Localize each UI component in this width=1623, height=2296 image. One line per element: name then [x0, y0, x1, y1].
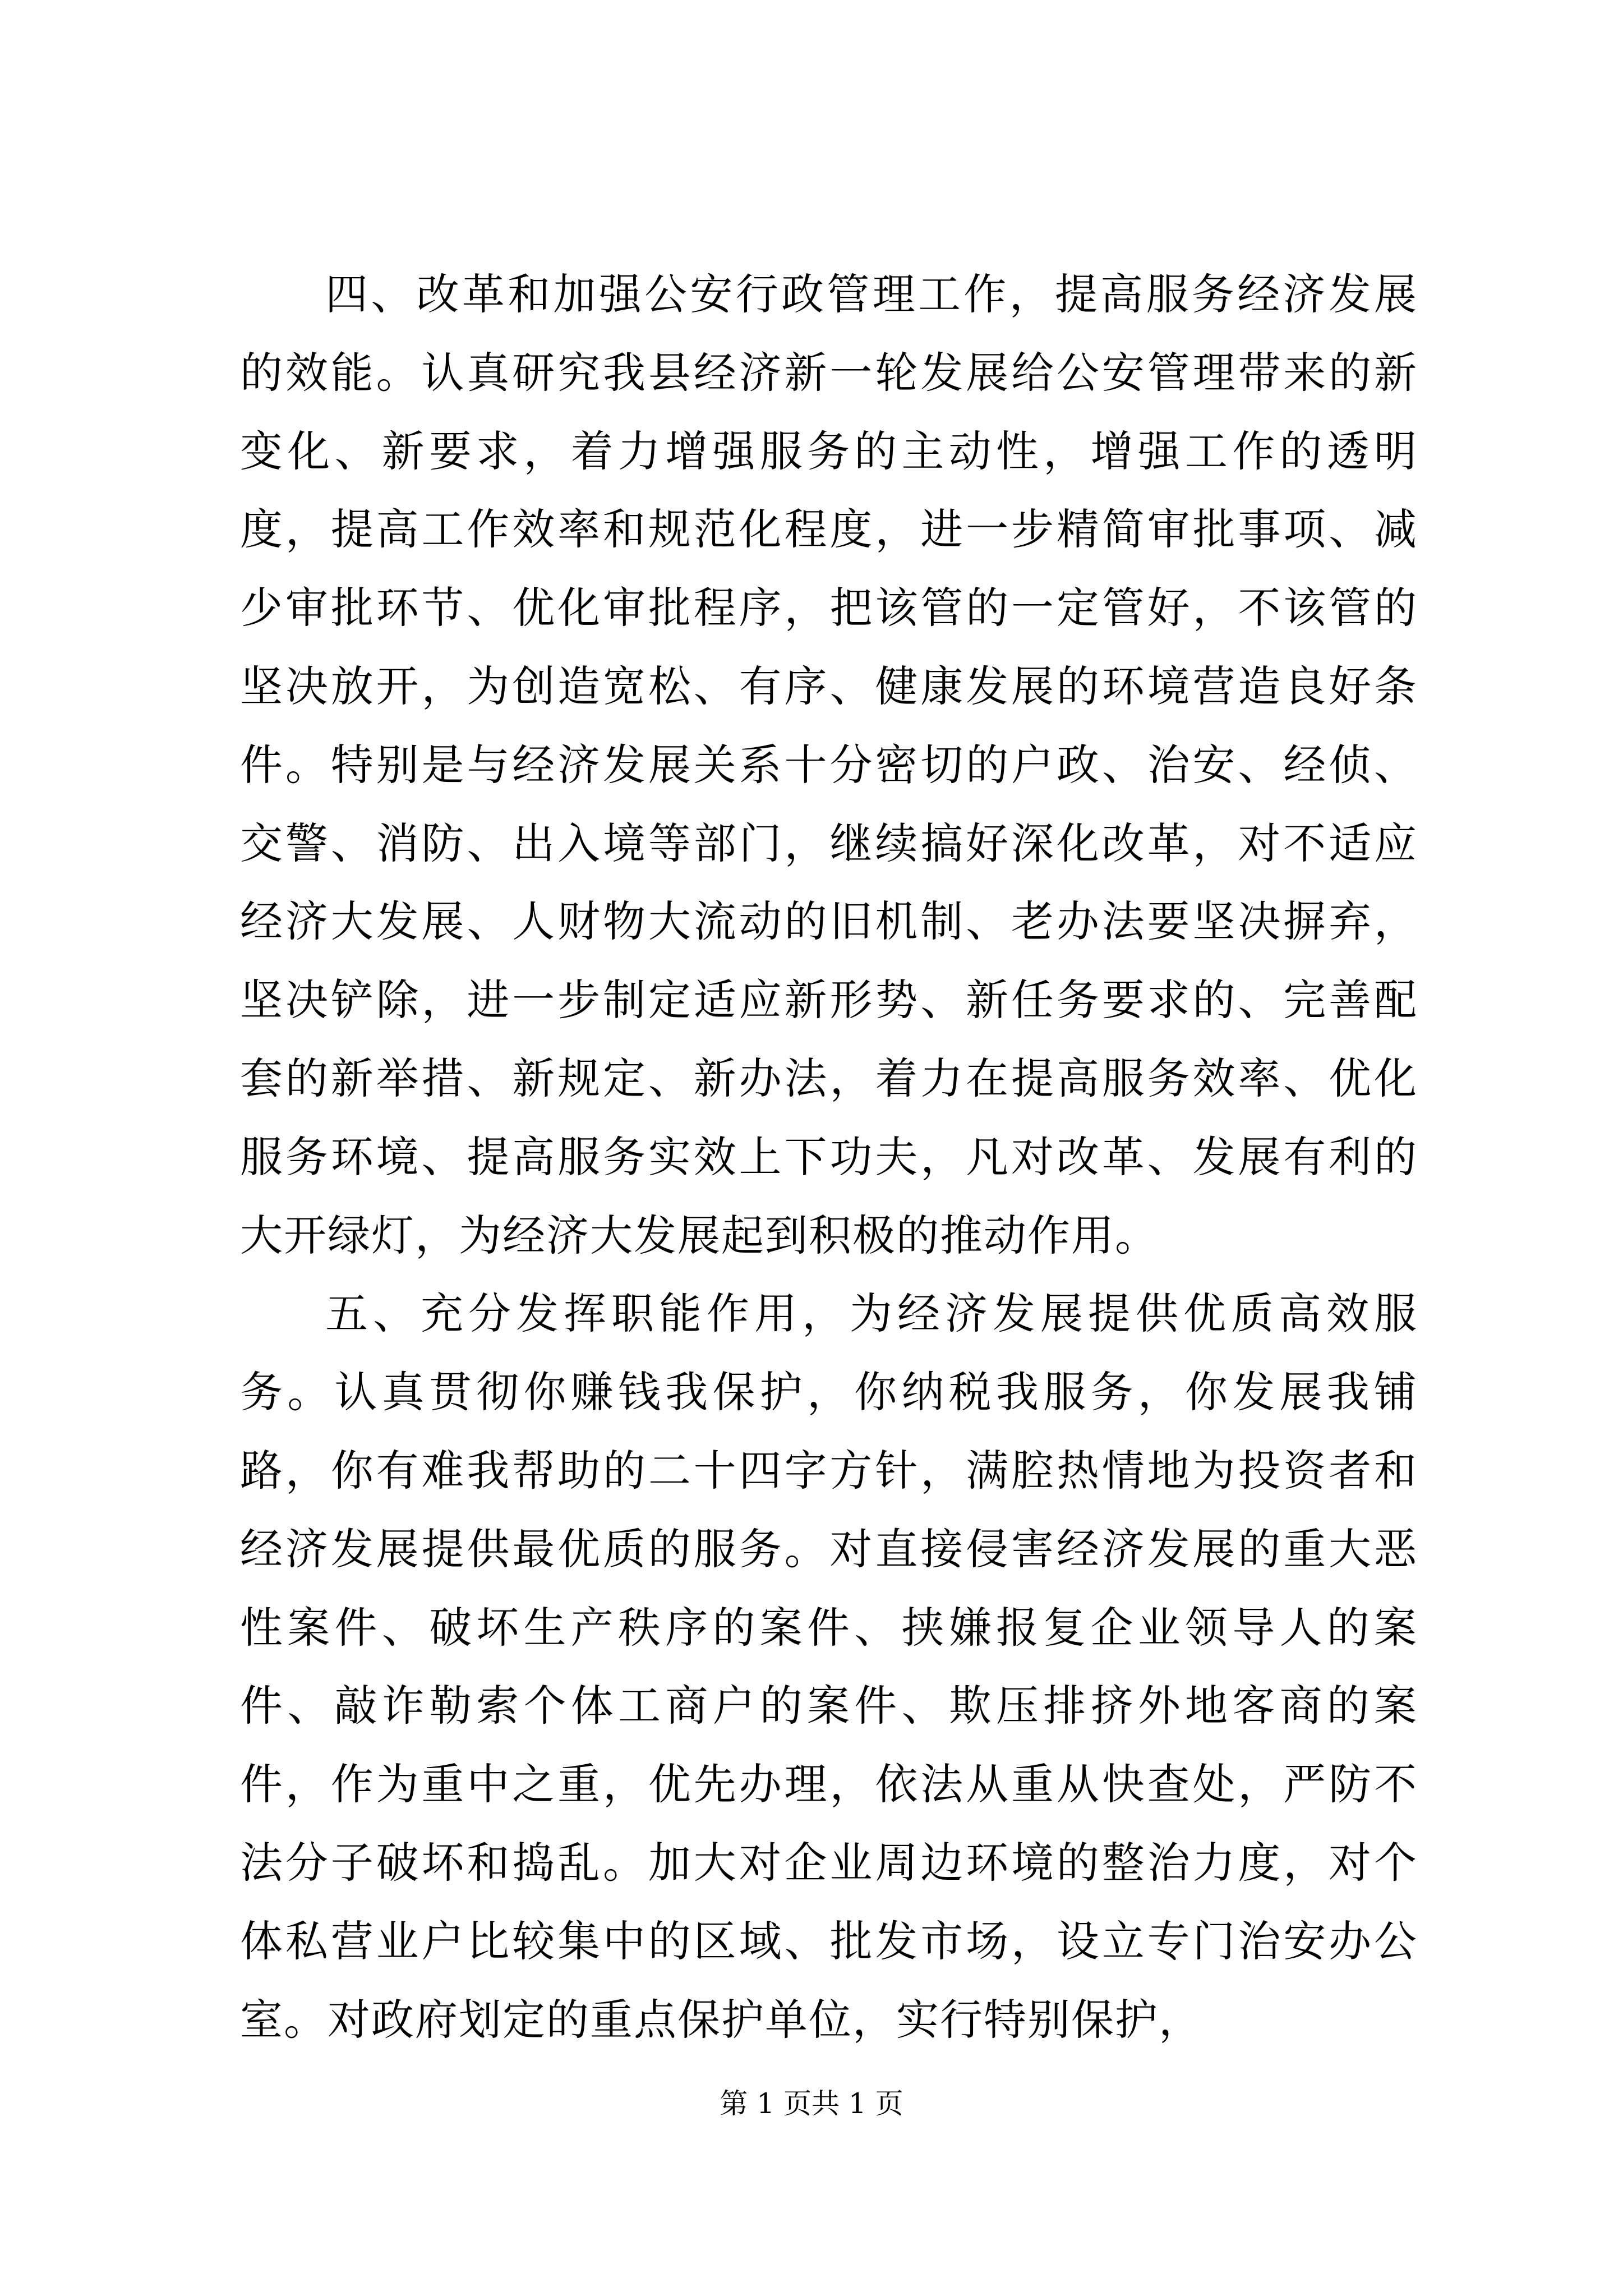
- paragraph-section-five: 五、充分发挥职能作用，为经济发展提供优质高效服务。认真贯彻你赚钱我保护，你纳税我服务，你发展我铺路，你有难我帮助的二十四字方针，满腔热情地为投资者和经济发展提供最优质的服务。对直接侵害经济发展的重大恶性案件、破坏生产秩序的案件、挟嫌报复企业领导人的案件、敲诈勒索个体工商户的案件、欺压排挤外地客商的案件，作为重中之重，优先办理，依法从重从快查处，严防不法分子破坏和捣乱。加大对企业周边环境的整治力度，对个体私营业户比较集中的区域、批发市场，设立专门治安办公室。对政府划定的重点保护单位，实行特别保护，: [240, 1289, 1418, 2045]
- document-body: [240, 255, 1418, 2059]
- paragraph-section-four: 四、改革和加强公安行政管理工作，提高服务经济发展的效能。认真研究我县经济新一轮发展给公安管理带来的新变化、新要求，着力增强服务的主动性，增强工作的透明度，提高工作效率和规范化程度，进一步精简审批事项、减少审批环节、优化审批程序，把该管的一定管好，不该管的坚决放开，为创造宽松、有序、健康发展的环境营造良好条件。特别是与经济发展关系十分密切的户政、治安、经侦、交警、消防、出入境等部门，继续搞好深化改革，对不适应经济大发展、人财物大流动的旧机制、老办法要坚决摒弃，坚决铲除，进一步制定适应新形势、新任务要求的、完善配套的新举措、新规定、新办法，着力在提高服务效率、优化服务环境、提高服务实效上下功夫，凡对改革、发展有利的大开绿灯，为经济大发展起到积极的推动作用。: [240, 269, 1418, 1260]
- page-total: 共 1 页: [811, 2087, 903, 2120]
- page-footer: [0, 2084, 1623, 2123]
- page-number: 第 1 页: [720, 2087, 811, 2120]
